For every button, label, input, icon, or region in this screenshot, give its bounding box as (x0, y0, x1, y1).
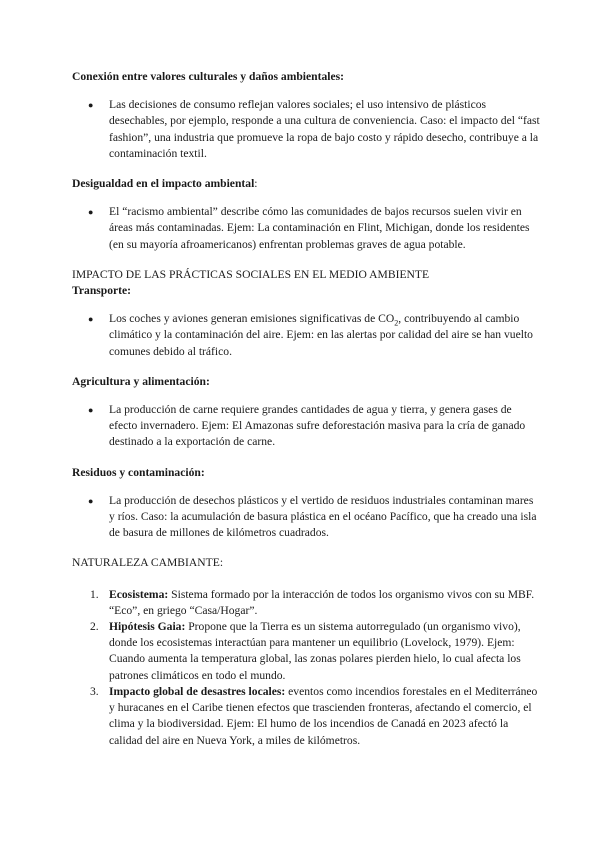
list-item: ● El “racismo ambiental” describe cómo las comunidades de bajos recursos suelen vivir en áreas más contaminadas. Ejem: La contaminación en Flint, Michigan, donde los residentes (en su mayoría afroamericanos) enfrentan problemas graves de agua potable. (72, 204, 540, 253)
section-title-social-practices: IMPACTO DE LAS PRÁCTICAS SOCIALES EN EL MEDIO AMBIENTE (72, 267, 430, 281)
bullet-list-waste (72, 493, 540, 542)
list-text: eventos como incendios forestales en el Mediterráneo y huracanes en el Caribe tienen efectos que trascienden fronteras, afectando el comercio, el clima y la biodiversidad. Ejem: El humo de los incendios de Canadá en 2023 afectó la calidad del aire en Nueva York, a miles de kilómetros. (109, 684, 538, 747)
section-heading-inequality (72, 176, 540, 192)
section-heading-waste: Residuos y contaminación: (72, 465, 205, 479)
list-term: Ecosistema: (109, 587, 169, 601)
numbered-list-changing-nature (72, 587, 540, 749)
bullet-list-agriculture (72, 402, 540, 451)
list-item (72, 684, 540, 749)
section-heading-cultural-values: Conexión entre valores culturales y daños ambientales: (72, 70, 345, 83)
section-heading-transport: Transporte: (72, 284, 132, 298)
bullet-text-pre: Los coches y aviones generan emisiones significativas de CO (109, 312, 395, 326)
bullet-list-transport (72, 311, 540, 360)
list-text: Propone que la Tierra es un sistema autorregulado (un organismo vivo), donde los ecosistemas interactúan para mantener un equilibrio (Lovelock, 1979). Ejem: Cuando aumenta la temperatura global, las zonas polares pierden hielo, lo cual afecta los patrones climáticos en todo el mundo. (109, 620, 521, 682)
list-item: ● Las decisiones de consumo reflejan valores sociales; el uso intensivo de plásticos desechables, por ejemplo, responde a una cultura de conveniencia. Caso: el impacto del “fast fashion”, una industria que promueve la ropa de bajo costo y rápido desecho, contribuye a la contaminación textil. (72, 97, 540, 162)
bullet-text-post: , contribuyendo al cambio climático y la contaminación del aire. Ejem: en las alertas por calidad del aire se han vuelto comunes debido al tráfico. (109, 312, 533, 358)
list-item (72, 619, 540, 684)
list-number: 3. (90, 684, 99, 698)
list-item (72, 311, 540, 360)
list-number: 2. (90, 620, 99, 634)
section-heading-agriculture: Agricultura y alimentación: (72, 374, 210, 388)
list-item: ● La producción de carne requiere grandes cantidades de agua y tierra, y genera gases de efecto invernadero. Ejem: El Amazonas sufre deforestación masiva para la cría de ganado destinado a la exportación de carne. (72, 402, 540, 451)
list-number: 1. (90, 587, 99, 601)
heading-text: Desigualdad en el impacto ambiental (72, 177, 255, 191)
list-text: Sistema formado por la interacción de todos los organismo vivos con su MBF. “Eco”, en griego “Casa/Hogar”. (109, 587, 535, 617)
co2-subscript: 2 (394, 318, 399, 328)
list-item (72, 587, 540, 619)
heading-colon: : (254, 177, 258, 191)
bullet-list-cultural-values (72, 97, 540, 162)
list-term: Hipótesis Gaia: (109, 620, 186, 634)
list-term: Impacto global de desastres locales: (109, 684, 286, 698)
section-title-changing-nature: NATURALEZA CAMBIANTE: (72, 556, 224, 570)
list-item: ● La producción de desechos plásticos y el vertido de residuos industriales contaminan mares y ríos. Caso: la acumulación de basura plástica en el océano Pacífico, que ha creado una isla de basura de millones de kilómetros cuadrados. (72, 493, 540, 542)
bullet-list-inequality (72, 204, 540, 253)
